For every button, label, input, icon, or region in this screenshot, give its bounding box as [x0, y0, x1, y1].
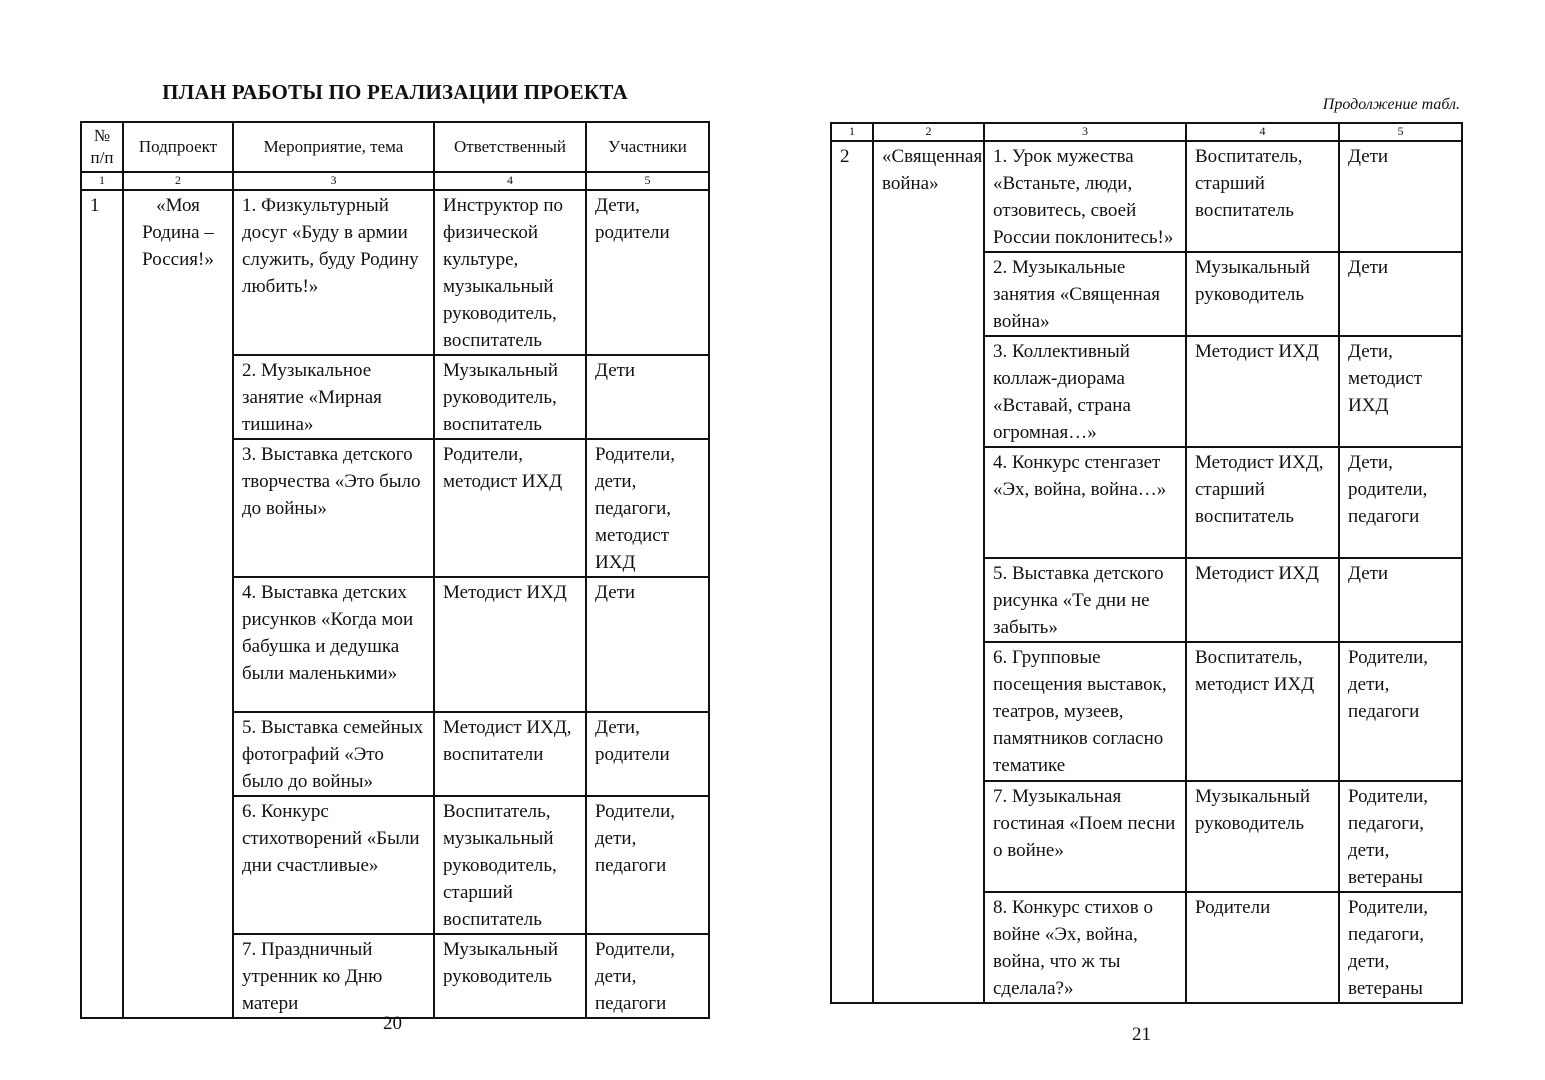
- responsible-cell: Музыкальный руководитель: [434, 934, 586, 1018]
- participants-cell: Родители, дети, педагоги: [586, 796, 709, 934]
- column-number: 4: [434, 172, 586, 190]
- header-event: Мероприятие, тема: [233, 122, 434, 172]
- responsible-cell: Воспитатель, старший воспитатель: [1186, 141, 1339, 252]
- responsible-cell: Родители: [1186, 892, 1339, 1003]
- participants-cell: Дети, родители: [586, 712, 709, 796]
- column-number: 5: [586, 172, 709, 190]
- event-cell: 1. Физкультурный досуг «Буду в армии служить, буду Родину любить!»: [233, 190, 434, 355]
- header-participants: Участники: [586, 122, 709, 172]
- page-number: 21: [1132, 1024, 1151, 1045]
- participants-cell: Дети, родители: [586, 190, 709, 355]
- event-cell: 7. Музыкальная гостиная «Поем песни о войне»: [984, 781, 1186, 892]
- participants-cell: Родители, педагоги, дети, ветераны: [1339, 781, 1462, 892]
- page-left: [0, 0, 770, 1080]
- column-number: 3: [233, 172, 434, 190]
- participants-cell: Родители, педагоги, дети, ветераны: [1339, 892, 1462, 1003]
- event-cell: 6. Групповые посещения выставок, театров, музеев, памятников согласно тематике: [984, 642, 1186, 781]
- subproject-name: «Моя Родина – Россия!»: [123, 190, 233, 1018]
- responsible-cell: Воспитатель, музыкальный руководитель, старший воспитатель: [434, 796, 586, 934]
- header-responsible: Ответственный: [434, 122, 586, 172]
- event-cell: 6. Конкурс стихотворений «Были дни счастливые»: [233, 796, 434, 934]
- responsible-cell: Методист ИХД, старший воспитатель: [1186, 447, 1339, 558]
- section-number: 1: [81, 190, 123, 1018]
- table-header-row: [81, 122, 709, 172]
- event-cell: 3. Коллективный коллаж-диорама «Вставай, страна огромная…»: [984, 336, 1186, 447]
- event-cell: 5. Выставка детского рисунка «Те дни не забыть»: [984, 558, 1186, 642]
- column-numbers-row: [81, 172, 709, 190]
- participants-cell: Дети, родители, педагоги: [1339, 447, 1462, 558]
- event-cell: 4. Конкурс стенгазет «Эх, война, война…»: [984, 447, 1186, 558]
- event-cell: 5. Выставка семейных фотографий «Это было до войны»: [233, 712, 434, 796]
- event-cell: 2. Музыкальное занятие «Мирная тишина»: [233, 355, 434, 439]
- section-number: 2: [831, 141, 873, 1003]
- participants-cell: Родители, дети, педагоги: [1339, 642, 1462, 781]
- responsible-cell: Методист ИХД: [1186, 558, 1339, 642]
- column-numbers-row: [831, 123, 1462, 141]
- event-cell: 1. Урок мужества «Встаньте, люди, отзовитесь, своей России поклонитесь!»: [984, 141, 1186, 252]
- header-number: № п/п: [81, 122, 123, 172]
- page-right: [770, 0, 1545, 1080]
- header-subproject: Подпроект: [123, 122, 233, 172]
- participants-cell: Дети: [586, 355, 709, 439]
- column-number: 4: [1186, 123, 1339, 141]
- responsible-cell: Музыкальный руководитель: [1186, 781, 1339, 892]
- participants-cell: Дети: [586, 577, 709, 712]
- event-cell: 3. Выставка детского творчества «Это было до войны»: [233, 439, 434, 577]
- responsible-cell: Методист ИХД, воспитатели: [434, 712, 586, 796]
- event-cell: 2. Музыкальные занятия «Священная война»: [984, 252, 1186, 336]
- participants-cell: Дети: [1339, 558, 1462, 642]
- event-cell: 7. Праздничный утренник ко Дню матери: [233, 934, 434, 1018]
- column-number: 2: [123, 172, 233, 190]
- event-cell: 4. Выставка детских рисунков «Когда мои бабушка и дедушка были маленькими»: [233, 577, 434, 712]
- column-number: 1: [81, 172, 123, 190]
- column-number: 3: [984, 123, 1186, 141]
- page-title: ПЛАН РАБОТЫ ПО РЕАЛИЗАЦИИ ПРОЕКТА: [162, 80, 628, 104]
- plan-table: [80, 121, 710, 1019]
- subproject-name: «Священная война»: [873, 141, 984, 1003]
- responsible-cell: Родители, методист ИХД: [434, 439, 586, 577]
- responsible-cell: Методист ИХД: [1186, 336, 1339, 447]
- participants-cell: Дети, методист ИХД: [1339, 336, 1462, 447]
- responsible-cell: Воспитатель, методист ИХД: [1186, 642, 1339, 781]
- participants-cell: Родители, дети, педагоги, методист ИХД: [586, 439, 709, 577]
- participants-cell: Родители, дети, педагоги: [586, 934, 709, 1018]
- participants-cell: Дети: [1339, 252, 1462, 336]
- column-number: 2: [873, 123, 984, 141]
- responsible-cell: Музыкальный руководитель, воспитатель: [434, 355, 586, 439]
- event-cell: 8. Конкурс стихов о войне «Эх, война, война, что ж ты сделала?»: [984, 892, 1186, 1003]
- page-number: 20: [383, 1013, 402, 1034]
- continuation-note: Продолжение табл.: [1322, 96, 1460, 113]
- plan-table-continued: [830, 122, 1463, 1004]
- responsible-cell: Музыкальный руководитель: [1186, 252, 1339, 336]
- responsible-cell: Инструктор по физической культуре, музыкальный руководитель, воспитатель: [434, 190, 586, 355]
- table-row: [81, 190, 709, 355]
- table-row: [831, 141, 1462, 252]
- participants-cell: Дети: [1339, 141, 1462, 252]
- responsible-cell: Методист ИХД: [434, 577, 586, 712]
- column-number: 5: [1339, 123, 1462, 141]
- column-number: 1: [831, 123, 873, 141]
